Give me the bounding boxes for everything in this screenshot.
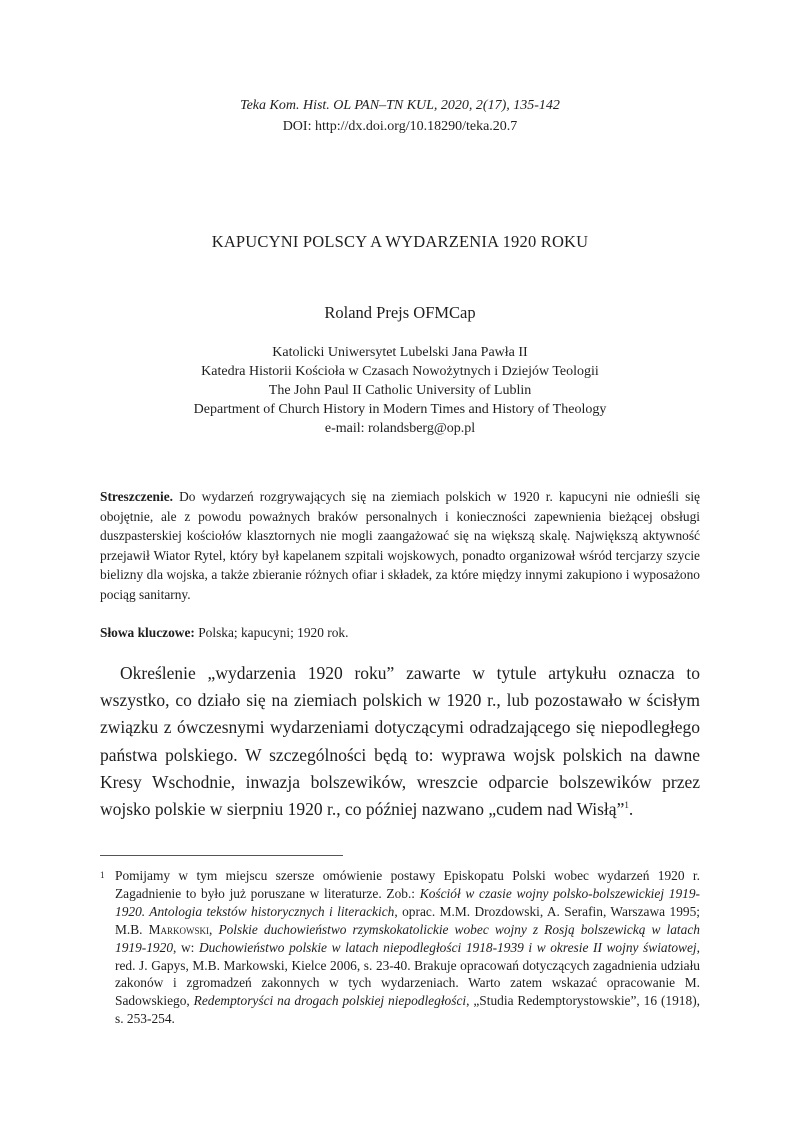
body-paragraph-text: Określenie „wydarzenia 1920 roku” zawarte w tytule artykułu oznacza to wszystko, co działo się na ziemiach polskich w 1920 r., lub pozostawało w ścisłym związku z ówczesnymi wydarzeniami dotyczącymi odradzającego się niepodległego państwa polskiego. W szczególności będą to: wyprawa wojsk polskich na dawne Kresy Wschodnie, inwazja bolszewików, wreszcie odparcie bolszewików przez wojsko polskie w sierpniu 1920 r., co później nazwano „cudem nad Wisłą” [100, 663, 700, 820]
footnote-segment: , „Studia Redemptorystowskie”, 16 (1918), s. 253-254. [115, 993, 701, 1027]
footnote-segment: , red. J. Gapys, M.B. Markowski, Kielce 2006, s. 23-40. Brakuje opracowań dotyczących zagadnienia udziału zakonów i zgromadzeń zakonnych w tych wydarzeniach. Warto zatem wskazać opracowanie M. Sadowskiego, [115, 939, 700, 1009]
abstract-text: Do wydarzeń rozgrywających się na ziemiach polskich w 1920 r. kapucyni nie odnieśli się obojętnie, ale z powodu poważnych braków personalnych i konieczności zapewnienia bieżącej obsługi duszpasterskiej kościołów klasztornych nie mogli zaangażować się na większą skalę. Największą aktywność przejawił Wiator Rytel, który był kapelanem szpitali wojskowych, ponadto organizował wśród tercjarzy szycie bielizny dla wojska, a także zbieranie różnych ofiar i składek, za które między innymi zakupiono i wyposażono pociąg sanitarny. [100, 489, 700, 602]
footnote-number: 1 [100, 870, 105, 880]
footnote-divider [100, 855, 343, 856]
body-paragraph [100, 660, 700, 823]
footnote [100, 867, 700, 1028]
footnote-segment: Redemptoryści na drogach polskiej niepodległości [193, 993, 467, 1009]
footnote-segment: , oprac. M.M. Drozdowski, A. Serafin, Warszawa 1995; M.B. [115, 903, 700, 937]
footnote-segment: , [209, 921, 219, 937]
footnote-segment: Pomijamy w tym miejscu szersze omówienie postawy Episkopatu Polski wobec wydarzeń 1920 r. Zagadnienie to było już poruszane w literaturze. Zob.: [115, 868, 700, 901]
abstract [100, 487, 700, 604]
footnote-text [115, 868, 700, 1026]
journal-citation: Teka Kom. Hist. OL PAN–TN KUL, 2020, 2(17), 135-142 [240, 98, 560, 113]
footnote-segment: Duchowieństwo polskie w latach niepodległości 1918-1939 i w okresie II wojny światowej [198, 939, 697, 955]
article-title: KAPUCYNI POLSCY A WYDARZENIA 1920 ROKU [211, 232, 589, 251]
keywords [100, 625, 700, 641]
doi-line[interactable]: DOI: http://dx.doi.org/10.18290/teka.20.7 [282, 119, 518, 134]
author-email[interactable]: e-mail: rolandsberg@op.pl [324, 421, 476, 436]
affiliation-line: The John Paul II Catholic University of Lublin [268, 383, 532, 398]
footnote-ref[interactable]: 1 [624, 800, 629, 811]
journal-header [0, 95, 800, 137]
footnote-segment: Kościół w czasie wojny polsko-bolszewickiej 1919-1920. Antologia tekstów historycznych i literackich [115, 885, 701, 919]
footnote-segment: Polskie duchowieństwo rzymskokatolickie wobec wojny z Rosją bolszewicką w latach 1919-1920 [115, 921, 700, 955]
keywords-label: Słowa kluczowe: [100, 625, 195, 640]
affiliation-line: Katolicki Uniwersytet Lubelski Jana Pawła II [272, 345, 528, 360]
body-paragraph-end: . [628, 799, 634, 820]
author-name: Roland Prejs OFMCap [324, 303, 476, 322]
affiliation-line: Katedra Historii Kościoła w Czasach Nowożytnych i Dziejów Teologii [201, 364, 599, 379]
affiliation-block [0, 343, 800, 438]
affiliation-line: Department of Church History in Modern Times and History of Theology [193, 402, 607, 417]
footnote-segment: Markowski [148, 921, 210, 937]
keywords-text: Polska; kapucyni; 1920 rok. [194, 625, 349, 640]
abstract-label: Streszczenie. [100, 489, 173, 504]
footnote-segment: , w: [173, 939, 199, 955]
